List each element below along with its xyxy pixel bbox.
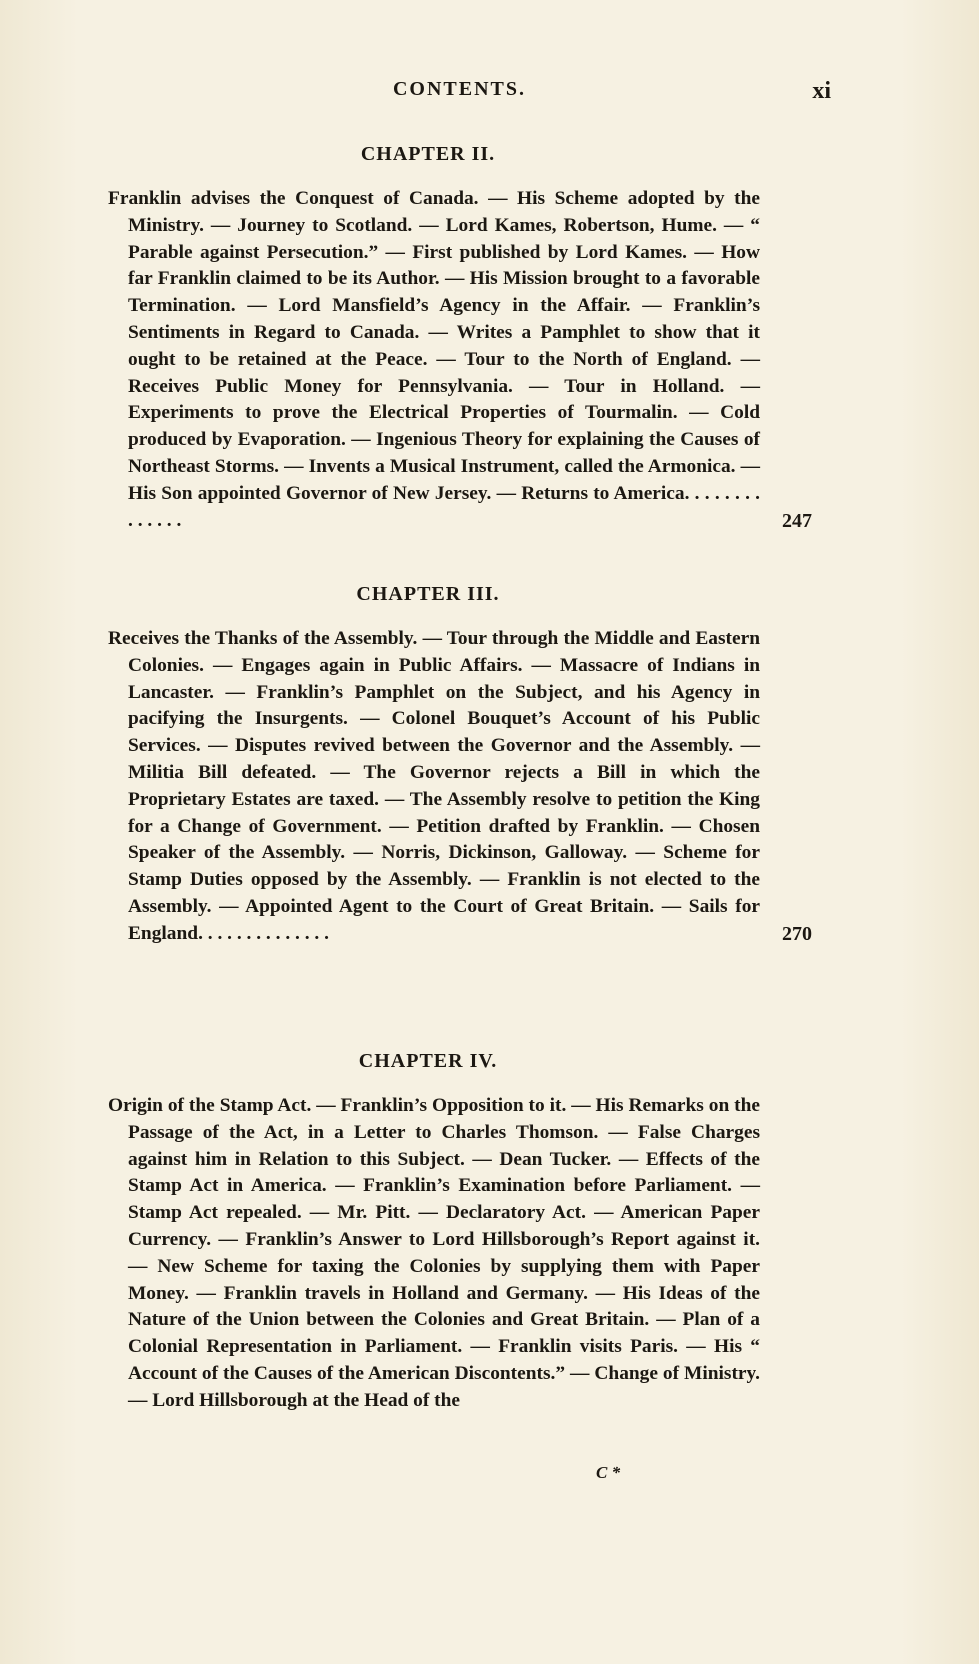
- chapter-summary: [108, 186, 812, 534]
- chapter-ii-entry: [108, 143, 812, 534]
- chapter-summary: [108, 626, 812, 948]
- running-head: [0, 78, 979, 108]
- page-number: xi: [812, 78, 831, 104]
- chapter-iv-entry: [108, 1050, 788, 1415]
- chapter-summary-text: Franklin advises the Conquest of Canada. — His Scheme adopted by the Ministry. — Journey to Scotland. — Lord Kames, Robertson, Hume. — “ Parable against Persecution.” — First published by Lord Kames. — How far Franklin claimed to be its Author. — His Mission brought to a favorable Termination. — Lord Mansfield’s Agency in the Affair. — Franklin’s Sentiments in Regard to Canada. — Writes a Pamphlet to show that it ought to be retained at the Peace. — Tour to the North of England. — Receives Public Money for Pennsylvania. — Tour in Holland. — Experiments to prove the Electrical Properties of Tourmalin. — Cold produced by Evaporation. — Ingenious Theory for explaining the Causes of Northeast Storms. — Invents a Musical Instrument, called the Armonica. — His Son appointed Governor of New Jersey. — Returns to America. . . . . . . . . . . . . .: [108, 188, 760, 531]
- chapter-summary-text: Origin of the Stamp Act. — Franklin’s Opposition to it. — His Remarks on the Passage of the Act, in a Letter to Charles Thomson. — False Charges against him in Relation to this Subject. — Dean Tucker. — Effects of the Stamp Act in America. — Franklin’s Examination before Parliament. — Stamp Act repealed. — Mr. Pitt. — Declaratory Act. — American Paper Currency. — Franklin’s Answer to Lord Hillsborough’s Report against it. — New Scheme for taxing the Colonies by supplying them with Paper Money. — Franklin travels in Holland and Germany. — His Ideas of the Nature of the Union between the Colonies and Great Britain. — Plan of a Colonial Representation in Parliament. — Franklin visits Paris. — His “ Account of the Causes of the American Discontents.” — Change of Ministry. — Lord Hillsborough at the Head of the: [108, 1095, 760, 1411]
- chapter-page-reference: 247: [782, 509, 812, 532]
- chapter-page-reference: 270: [782, 922, 812, 945]
- chapter-heading: CHAPTER II.: [360, 143, 496, 165]
- chapter-summary-text: Receives the Thanks of the Assembly. — Tour through the Middle and Eastern Colonies. — Engages again in Public Affairs. — Massacre of Indians in Lancaster. — Franklin’s Pamphlet on the Subject, and his Agency in pacifying the Insurgents. — Colonel Bouquet’s Account of his Public Services. — Disputes revived between the Governor and the Assembly. — Militia Bill defeated. — The Governor rejects a Bill in which the Proprietary Estates are taxed. — The Assembly resolve to petition the King for a Change of Government. — Petition drafted by Franklin. — Chosen Speaker of the Assembly. — Norris, Dickinson, Galloway. — Scheme for Stamp Duties opposed by the Assembly. — Franklin is not elected to the Assembly. — Appointed Agent to the Court of Great Britain. — Sails for England. . . . . . . . . . . . . .: [108, 628, 760, 944]
- chapter-summary: [108, 1093, 760, 1415]
- chapter-heading: CHAPTER IV.: [358, 1050, 498, 1072]
- signature-mark: C *: [596, 1463, 621, 1482]
- running-title: CONTENTS.: [392, 78, 527, 100]
- chapter-iii-entry: [108, 583, 812, 948]
- chapter-heading: CHAPTER III.: [356, 583, 500, 605]
